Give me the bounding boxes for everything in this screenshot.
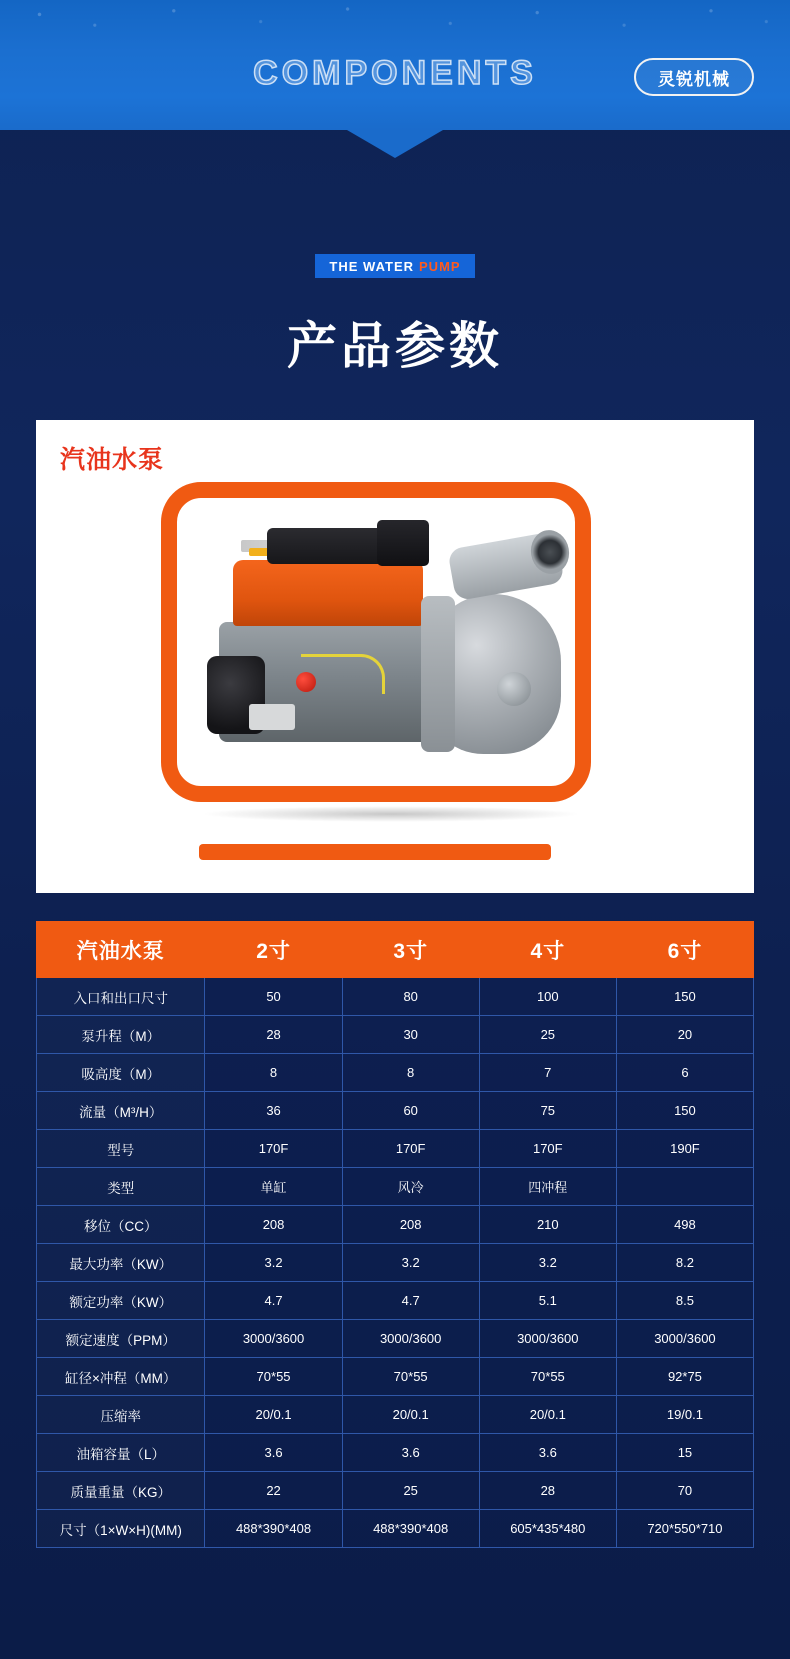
row-label: 入口和出口尺寸 [37, 978, 205, 1016]
top-banner [0, 0, 790, 130]
row-label: 类型 [37, 1168, 205, 1206]
row-value: 92*75 [616, 1358, 753, 1396]
row-value: 498 [616, 1206, 753, 1244]
row-value: 488*390*408 [342, 1510, 479, 1548]
pill-main-text: THE WATER [329, 258, 415, 274]
row-value: 50 [205, 978, 342, 1016]
row-value: 30 [342, 1016, 479, 1054]
row-value: 70*55 [342, 1358, 479, 1396]
page-title: 产品参数 [287, 318, 503, 374]
brand-badge [634, 58, 754, 96]
row-value: 605*435*480 [479, 1510, 616, 1548]
row-label: 吸高度（M） [37, 1054, 205, 1092]
row-value: 3000/3600 [205, 1320, 342, 1358]
table-header-cell-1: 2寸 [205, 922, 342, 978]
row-value: 170F [479, 1130, 616, 1168]
row-label: 缸径×冲程（MM） [37, 1358, 205, 1396]
row-value: 3.2 [205, 1244, 342, 1282]
row-value: 19/0.1 [616, 1396, 753, 1434]
table-row [37, 1396, 754, 1434]
row-value: 6 [616, 1054, 753, 1092]
table-header-cell-3: 4寸 [479, 922, 616, 978]
row-value: 8 [342, 1054, 479, 1092]
table-row [37, 1510, 754, 1548]
table-row [37, 978, 754, 1016]
row-label: 流量（M³/H） [37, 1092, 205, 1130]
table-row [37, 1016, 754, 1054]
table-row [37, 1358, 754, 1396]
row-value: 208 [205, 1206, 342, 1244]
row-value: 210 [479, 1206, 616, 1244]
row-value: 3000/3600 [342, 1320, 479, 1358]
section-label-pill [315, 254, 475, 278]
pill-accent-text: PUMP [419, 258, 461, 274]
row-value: 170F [342, 1130, 479, 1168]
air-filter-cover [267, 528, 395, 564]
row-value: 20/0.1 [342, 1396, 479, 1434]
row-value: 20/0.1 [479, 1396, 616, 1434]
row-value: 风冷 [342, 1168, 479, 1206]
row-label: 移位（CC） [37, 1206, 205, 1244]
engine-name-plate [249, 704, 295, 730]
row-label: 泵升程（M） [37, 1016, 205, 1054]
row-label: 额定速度（PPM） [37, 1320, 205, 1358]
row-value: 100 [479, 978, 616, 1016]
row-label: 压缩率 [37, 1396, 205, 1434]
row-value: 4.7 [205, 1282, 342, 1320]
row-value: 36 [205, 1092, 342, 1130]
row-value: 3000/3600 [616, 1320, 753, 1358]
row-value: 488*390*408 [205, 1510, 342, 1548]
row-value: 8 [205, 1054, 342, 1092]
row-value: 5.1 [479, 1282, 616, 1320]
table-row [37, 1206, 754, 1244]
row-label: 油箱容量（L） [37, 1434, 205, 1472]
table-row [37, 1092, 754, 1130]
row-value: 单缸 [205, 1168, 342, 1206]
table-row [37, 1054, 754, 1092]
row-value: 28 [479, 1472, 616, 1510]
pump-frame-leg-right [371, 844, 551, 860]
pump-shadow [201, 806, 581, 822]
spec-table-wrap [36, 921, 754, 1548]
fuel-valve-knob [296, 672, 316, 692]
pump-volute-rim [421, 596, 455, 752]
row-value: 3.6 [205, 1434, 342, 1472]
table-row [37, 1434, 754, 1472]
specification-table [36, 921, 754, 1548]
banner-title: COMPONENTS [253, 54, 537, 92]
row-value: 80 [342, 978, 479, 1016]
row-value: 3000/3600 [479, 1320, 616, 1358]
row-value: 20 [616, 1016, 753, 1054]
row-value: 3.6 [342, 1434, 479, 1472]
row-value: 170F [205, 1130, 342, 1168]
row-value [616, 1168, 753, 1206]
row-value: 四冲程 [479, 1168, 616, 1206]
table-body [37, 978, 754, 1548]
banner-texture [0, 0, 790, 36]
row-value: 70*55 [205, 1358, 342, 1396]
row-value: 190F [616, 1130, 753, 1168]
brand-label: 灵锐机械 [658, 69, 730, 89]
table-header-cell-0: 汽油水泵 [37, 922, 205, 978]
row-value: 8.2 [616, 1244, 753, 1282]
table-header-cell-4: 6寸 [616, 922, 753, 978]
row-value: 70 [616, 1472, 753, 1510]
row-value: 25 [342, 1472, 479, 1510]
row-value: 70*55 [479, 1358, 616, 1396]
row-value: 25 [479, 1016, 616, 1054]
table-row [37, 1320, 754, 1358]
row-value: 8.5 [616, 1282, 753, 1320]
row-value: 3.2 [479, 1244, 616, 1282]
row-value: 720*550*710 [616, 1510, 753, 1548]
table-row [37, 1472, 754, 1510]
row-label: 尺寸（1×W×H)(MM) [37, 1510, 205, 1548]
row-value: 75 [479, 1092, 616, 1130]
row-value: 60 [342, 1092, 479, 1130]
row-value: 3.6 [479, 1434, 616, 1472]
table-row [37, 1130, 754, 1168]
row-label: 额定功率（KW） [37, 1282, 205, 1320]
row-value: 20/0.1 [205, 1396, 342, 1434]
row-value: 4.7 [342, 1282, 479, 1320]
table-header-row [37, 922, 754, 978]
row-value: 3.2 [342, 1244, 479, 1282]
row-value: 15 [616, 1434, 753, 1472]
row-label: 型号 [37, 1130, 205, 1168]
product-photo-card [36, 420, 754, 893]
row-value: 28 [205, 1016, 342, 1054]
row-value: 7 [479, 1054, 616, 1092]
row-value: 150 [616, 1092, 753, 1130]
table-header-cell-2: 3寸 [342, 922, 479, 978]
fuel-tank [233, 560, 423, 626]
table-row [37, 1282, 754, 1320]
row-label: 最大功率（KW） [37, 1244, 205, 1282]
gasoline-water-pump-image [141, 476, 651, 866]
pump-frame-leg-left [199, 844, 379, 860]
photo-caption: 汽油水泵 [60, 446, 165, 474]
banner-notch [347, 130, 443, 158]
row-value: 22 [205, 1472, 342, 1510]
table-row [37, 1168, 754, 1206]
row-label: 质量重量（KG） [37, 1472, 205, 1510]
drain-cap [497, 672, 531, 706]
row-value: 150 [616, 978, 753, 1016]
muffler-cover [377, 520, 429, 566]
row-value: 208 [342, 1206, 479, 1244]
table-row [37, 1244, 754, 1282]
